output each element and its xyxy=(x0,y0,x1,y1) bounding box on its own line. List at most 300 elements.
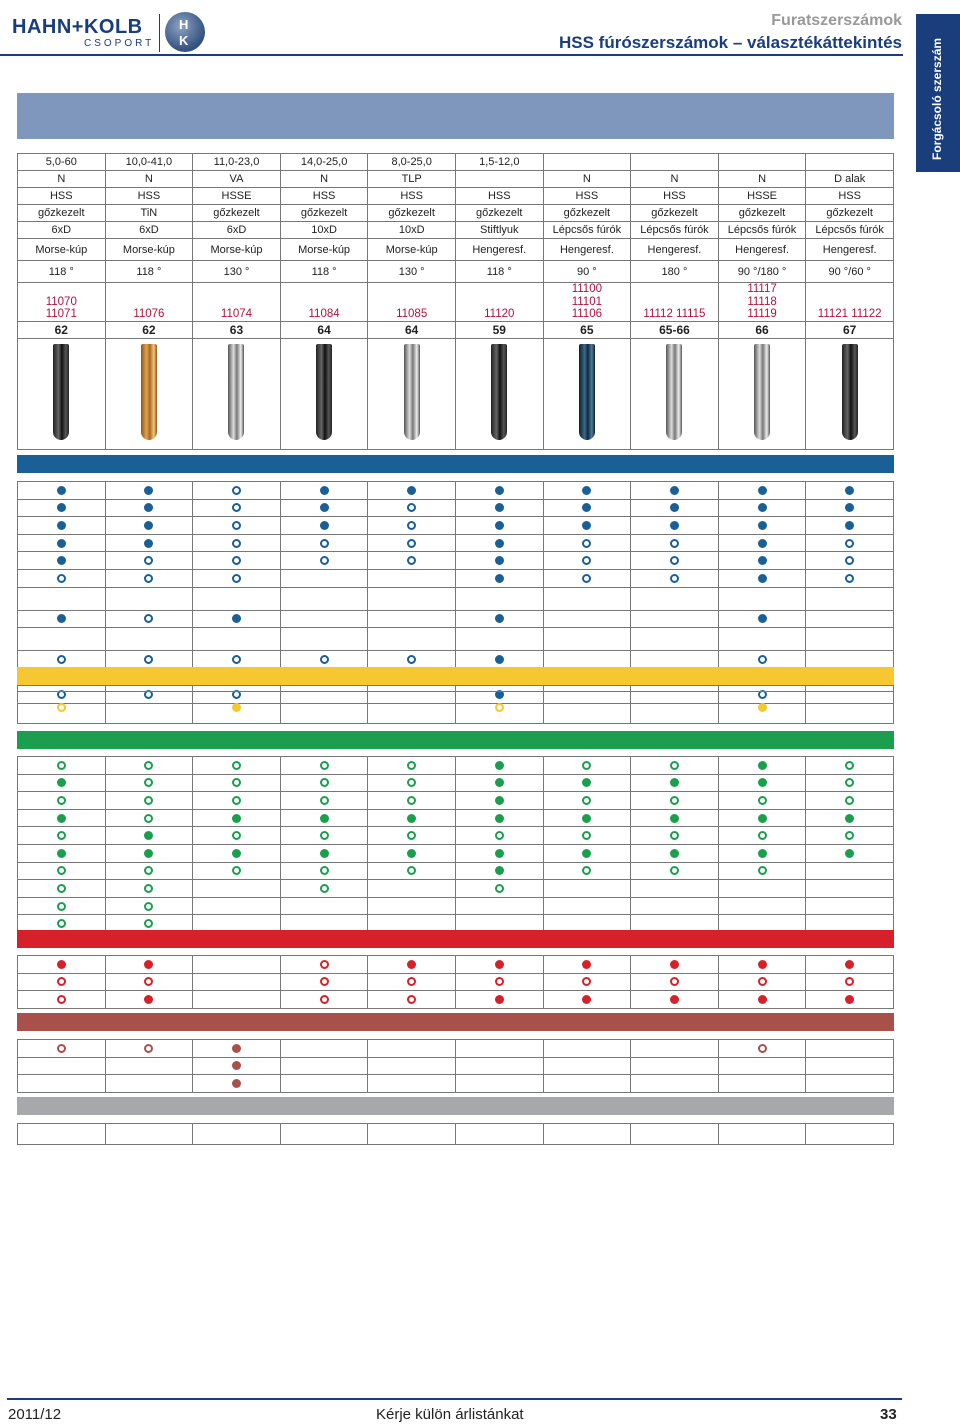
filled-circle-icon xyxy=(144,849,153,858)
filled-circle-icon xyxy=(582,503,591,512)
article-number[interactable]: 11118 xyxy=(747,295,777,308)
suitability-row xyxy=(18,651,894,669)
open-circle-icon xyxy=(407,539,416,548)
suitability-cell xyxy=(280,757,368,775)
suitability-cell xyxy=(193,774,281,792)
cell-articles xyxy=(543,283,631,322)
filled-circle-icon xyxy=(232,1079,241,1088)
open-circle-icon xyxy=(320,778,329,787)
filled-circle-icon xyxy=(57,539,66,548)
cell-type: N xyxy=(543,171,631,188)
suitability-cell xyxy=(455,692,543,724)
suitability-cell xyxy=(631,499,719,517)
open-circle-icon xyxy=(670,539,679,548)
suitability-cell xyxy=(455,569,543,587)
suitability-cell xyxy=(18,587,106,610)
open-circle-icon xyxy=(232,486,241,495)
suitability-cell xyxy=(543,991,631,1009)
suitability-cell xyxy=(806,534,894,552)
filled-circle-icon xyxy=(670,503,679,512)
suitability-cell xyxy=(193,973,281,991)
suitability-cell xyxy=(543,587,631,610)
category-band-gray xyxy=(17,1097,894,1115)
suitability-cell xyxy=(455,862,543,880)
open-circle-icon xyxy=(845,539,854,548)
suitability-row xyxy=(18,827,894,845)
open-circle-icon xyxy=(320,866,329,875)
open-circle-icon xyxy=(582,556,591,565)
cell-page[interactable]: 59 xyxy=(455,321,543,338)
cell-diameter: 14,0-25,0 xyxy=(280,154,368,171)
suitability-cell xyxy=(18,1040,106,1058)
filled-circle-icon xyxy=(582,814,591,823)
filled-circle-icon xyxy=(670,486,679,495)
cell-shank: Morse-kúp xyxy=(18,239,106,261)
suitability-grid-green xyxy=(17,756,894,933)
cell-diameter xyxy=(631,154,719,171)
cell-page[interactable]: 62 xyxy=(105,321,193,338)
suitability-cell xyxy=(280,587,368,610)
side-tab[interactable] xyxy=(916,14,960,172)
suitability-cell xyxy=(280,610,368,628)
suitability-cell xyxy=(193,1040,281,1058)
suitability-cell xyxy=(368,569,456,587)
suitability-cell xyxy=(368,809,456,827)
suitability-cell xyxy=(280,692,368,724)
cell-length: Lépcsős fúrók xyxy=(631,222,719,239)
footer-note: Kérje külön árlistánkat xyxy=(376,1406,524,1423)
suitability-cell xyxy=(193,552,281,570)
filled-circle-icon xyxy=(495,796,504,805)
suitability-cell xyxy=(368,517,456,535)
filled-circle-icon xyxy=(845,960,854,969)
suitability-cell xyxy=(543,956,631,974)
open-circle-icon xyxy=(495,884,504,893)
suitability-cell xyxy=(718,651,806,669)
suitability-cell xyxy=(193,862,281,880)
suitability-cell xyxy=(718,1057,806,1075)
open-circle-icon xyxy=(144,977,153,986)
cell-coating: gőzkezelt xyxy=(806,205,894,222)
filled-circle-icon xyxy=(232,614,241,623)
article-number[interactable]: 11071 xyxy=(45,308,77,320)
cell-articles xyxy=(368,283,456,322)
open-circle-icon xyxy=(670,977,679,986)
suitability-cell xyxy=(543,499,631,517)
open-circle-icon xyxy=(495,831,504,840)
cell-angle: 118 ° xyxy=(18,261,106,283)
open-circle-icon xyxy=(57,919,66,928)
suitability-cell xyxy=(718,757,806,775)
suitability-cell xyxy=(806,1075,894,1093)
suitability-cell xyxy=(455,956,543,974)
suitability-cell xyxy=(18,792,106,810)
open-circle-icon xyxy=(320,539,329,548)
suitability-cell xyxy=(718,973,806,991)
suitability-cell xyxy=(806,1057,894,1075)
open-circle-icon xyxy=(320,995,329,1004)
suitability-cell xyxy=(105,651,193,669)
filled-circle-icon xyxy=(320,814,329,823)
suitability-cell xyxy=(105,973,193,991)
filled-circle-icon xyxy=(845,521,854,530)
article-number[interactable]: 11112 11115 xyxy=(643,308,706,320)
article-number[interactable]: 11106 xyxy=(571,308,602,320)
suitability-cell xyxy=(368,774,456,792)
filled-circle-icon xyxy=(758,995,767,1004)
open-circle-icon xyxy=(232,831,241,840)
suitability-cell xyxy=(631,517,719,535)
suitability-cell xyxy=(18,692,106,724)
row-diameter xyxy=(18,154,894,171)
open-circle-icon xyxy=(144,866,153,875)
suitability-cell xyxy=(280,651,368,669)
cell-page[interactable]: 65 xyxy=(543,321,631,338)
suitability-cell xyxy=(280,534,368,552)
suitability-grid-brown xyxy=(17,1039,894,1093)
suitability-cell xyxy=(105,517,193,535)
suitability-cell xyxy=(455,628,543,651)
suitability-cell xyxy=(718,692,806,724)
article-number[interactable]: 11100 xyxy=(571,283,602,295)
suitability-cell xyxy=(455,973,543,991)
article-number[interactable]: 11121 11122 xyxy=(817,308,882,320)
suitability-cell xyxy=(280,517,368,535)
open-circle-icon xyxy=(232,796,241,805)
cell-type: N xyxy=(718,171,806,188)
suitability-cell xyxy=(718,628,806,651)
brand-name: HAHN+KOLB xyxy=(12,16,143,38)
suitability-cell xyxy=(806,809,894,827)
suitability-cell xyxy=(718,1040,806,1058)
filled-circle-icon xyxy=(407,849,416,858)
cell-type: D alak xyxy=(806,171,894,188)
cell-page[interactable]: 66 xyxy=(718,321,806,338)
suitability-row xyxy=(18,973,894,991)
suitability-cell xyxy=(105,991,193,1009)
filled-circle-icon xyxy=(758,703,767,712)
cell-diameter: 11,0-23,0 xyxy=(193,154,281,171)
suitability-cell xyxy=(18,569,106,587)
suitability-row xyxy=(18,757,894,775)
cell-articles xyxy=(718,283,806,322)
filled-circle-icon xyxy=(845,486,854,495)
row-page xyxy=(18,321,894,338)
suitability-cell xyxy=(18,534,106,552)
cell-length: Stiftlyuk xyxy=(455,222,543,239)
open-circle-icon xyxy=(670,556,679,565)
suitability-cell xyxy=(105,610,193,628)
filled-circle-icon xyxy=(407,960,416,969)
suitability-cell xyxy=(543,973,631,991)
suitability-cell xyxy=(280,897,368,915)
filled-circle-icon xyxy=(758,556,767,565)
suitability-cell xyxy=(631,774,719,792)
suitability-cell xyxy=(105,1075,193,1093)
open-circle-icon xyxy=(758,977,767,986)
cell-material: HSSE xyxy=(193,188,281,205)
cell-coating: gőzkezelt xyxy=(18,205,106,222)
filled-circle-icon xyxy=(144,486,153,495)
suitability-cell xyxy=(543,1075,631,1093)
filled-circle-icon xyxy=(670,995,679,1004)
filled-circle-icon xyxy=(758,849,767,858)
article-number[interactable]: 11076 xyxy=(133,308,165,320)
cell-angle: 118 ° xyxy=(455,261,543,283)
suitability-cell xyxy=(631,534,719,552)
open-circle-icon xyxy=(57,703,66,712)
cell-image xyxy=(193,338,281,449)
cell-page[interactable]: 64 xyxy=(368,321,456,338)
cell-image xyxy=(18,338,106,449)
cell-angle: 130 ° xyxy=(193,261,281,283)
suitability-cell xyxy=(368,757,456,775)
filled-circle-icon xyxy=(495,866,504,875)
page-number: 33 xyxy=(880,1406,897,1423)
suitability-row xyxy=(18,1075,894,1093)
cell-length: 6xD xyxy=(105,222,193,239)
cell-type: N xyxy=(18,171,106,188)
suitability-row xyxy=(18,956,894,974)
article-number[interactable]: 11084 xyxy=(308,308,340,320)
cell-image xyxy=(543,338,631,449)
suitability-cell xyxy=(543,809,631,827)
filled-circle-icon xyxy=(320,849,329,858)
open-circle-icon xyxy=(582,539,591,548)
suitability-cell xyxy=(193,956,281,974)
open-circle-icon xyxy=(845,556,854,565)
suitability-row xyxy=(18,1040,894,1058)
suitability-cell xyxy=(280,774,368,792)
open-circle-icon xyxy=(845,977,854,986)
suitability-cell xyxy=(718,880,806,898)
suitability-cell xyxy=(543,792,631,810)
suitability-cell xyxy=(105,482,193,500)
open-circle-icon xyxy=(57,796,66,805)
cell-page[interactable]: 63 xyxy=(193,321,281,338)
cell-page[interactable]: 67 xyxy=(806,321,894,338)
filled-circle-icon xyxy=(495,574,504,583)
suitability-cell xyxy=(806,569,894,587)
suitability-cell xyxy=(193,569,281,587)
cell-angle: 118 ° xyxy=(280,261,368,283)
open-circle-icon xyxy=(670,796,679,805)
brand-subtitle: CSOPORT xyxy=(84,38,155,49)
open-circle-icon xyxy=(232,761,241,770)
drill-bit-image xyxy=(754,344,770,440)
suitability-cell xyxy=(105,956,193,974)
suitability-cell xyxy=(18,757,106,775)
suitability-cell xyxy=(631,1057,719,1075)
filled-circle-icon xyxy=(495,960,504,969)
suitability-cell xyxy=(368,482,456,500)
cell-angle: 90 °/180 ° xyxy=(718,261,806,283)
logo-divider xyxy=(159,14,160,52)
cell-shank: Morse-kúp xyxy=(368,239,456,261)
filled-circle-icon xyxy=(144,503,153,512)
suitability-row xyxy=(18,862,894,880)
open-circle-icon xyxy=(57,831,66,840)
suitability-cell xyxy=(368,897,456,915)
suitability-cell xyxy=(806,692,894,724)
suitability-cell xyxy=(455,1124,543,1145)
cell-material: HSSE xyxy=(718,188,806,205)
suitability-cell xyxy=(18,809,106,827)
filled-circle-icon xyxy=(758,614,767,623)
cell-page[interactable]: 65-66 xyxy=(631,321,719,338)
drill-bit-image xyxy=(228,344,244,440)
suitability-cell xyxy=(806,862,894,880)
suitability-cell xyxy=(18,482,106,500)
open-circle-icon xyxy=(670,574,679,583)
suitability-cell xyxy=(193,880,281,898)
article-number[interactable]: 11120 xyxy=(484,308,515,320)
filled-circle-icon xyxy=(232,849,241,858)
suitability-cell xyxy=(105,534,193,552)
cell-page[interactable]: 62 xyxy=(18,321,106,338)
open-circle-icon xyxy=(57,1044,66,1053)
row-shank xyxy=(18,239,894,261)
open-circle-icon xyxy=(582,977,591,986)
suitability-row xyxy=(18,809,894,827)
suitability-cell xyxy=(105,1057,193,1075)
cell-coating: gőzkezelt xyxy=(718,205,806,222)
suitability-cell xyxy=(18,991,106,1009)
suitability-cell xyxy=(193,499,281,517)
open-circle-icon xyxy=(582,831,591,840)
cell-shank: Morse-kúp xyxy=(193,239,281,261)
cell-angle: 90 °/60 ° xyxy=(806,261,894,283)
filled-circle-icon xyxy=(144,539,153,548)
suitability-cell xyxy=(455,897,543,915)
open-circle-icon xyxy=(320,831,329,840)
suitability-row xyxy=(18,1057,894,1075)
filled-circle-icon xyxy=(758,761,767,770)
suitability-cell xyxy=(368,499,456,517)
filled-circle-icon xyxy=(495,521,504,530)
suitability-cell xyxy=(105,692,193,724)
suitability-cell xyxy=(455,1075,543,1093)
filled-circle-icon xyxy=(582,995,591,1004)
filled-circle-icon xyxy=(232,1044,241,1053)
cell-angle: 180 ° xyxy=(631,261,719,283)
cell-length: 10xD xyxy=(280,222,368,239)
suitability-row xyxy=(18,610,894,628)
suitability-cell xyxy=(193,692,281,724)
suitability-cell xyxy=(280,880,368,898)
cell-type: N xyxy=(631,171,719,188)
cell-length: 6xD xyxy=(193,222,281,239)
open-circle-icon xyxy=(232,574,241,583)
suitability-row xyxy=(18,499,894,517)
cell-shank: Hengeresf. xyxy=(718,239,806,261)
suitability-cell xyxy=(455,792,543,810)
header-rule xyxy=(0,54,903,56)
filled-circle-icon xyxy=(144,960,153,969)
cell-type: TLP xyxy=(368,171,456,188)
suitability-cell xyxy=(543,1040,631,1058)
suitability-cell xyxy=(280,809,368,827)
open-circle-icon xyxy=(670,761,679,770)
open-circle-icon xyxy=(232,556,241,565)
article-number[interactable]: 11070 xyxy=(45,295,77,308)
open-circle-icon xyxy=(407,977,416,986)
article-number[interactable]: 11074 xyxy=(220,308,253,320)
drill-bit-image xyxy=(842,344,858,440)
filled-circle-icon xyxy=(320,521,329,530)
suitability-cell xyxy=(631,1124,719,1145)
suitability-cell xyxy=(806,552,894,570)
cell-shank: Morse-kúp xyxy=(105,239,193,261)
filled-circle-icon xyxy=(57,814,66,823)
suitability-cell xyxy=(455,610,543,628)
article-number[interactable]: 11119 xyxy=(747,308,777,320)
open-circle-icon xyxy=(845,778,854,787)
suitability-cell xyxy=(631,569,719,587)
open-circle-icon xyxy=(144,778,153,787)
open-circle-icon xyxy=(320,796,329,805)
suitability-cell xyxy=(280,973,368,991)
suitability-cell xyxy=(631,792,719,810)
drill-bit-image xyxy=(53,344,69,440)
suitability-cell xyxy=(193,757,281,775)
cell-material: HSS xyxy=(806,188,894,205)
suitability-cell xyxy=(718,587,806,610)
cell-angle: 118 ° xyxy=(105,261,193,283)
cell-image xyxy=(280,338,368,449)
suitability-cell xyxy=(455,587,543,610)
suitability-cell xyxy=(193,587,281,610)
open-circle-icon xyxy=(57,866,66,875)
suitability-cell xyxy=(193,610,281,628)
suitability-cell xyxy=(631,844,719,862)
filled-circle-icon xyxy=(845,995,854,1004)
suitability-cell xyxy=(455,499,543,517)
suitability-cell xyxy=(18,880,106,898)
suitability-cell xyxy=(631,827,719,845)
suitability-cell xyxy=(718,827,806,845)
open-circle-icon xyxy=(407,796,416,805)
open-circle-icon xyxy=(57,977,66,986)
suitability-cell xyxy=(18,499,106,517)
suitability-cell xyxy=(806,897,894,915)
drill-bit-image xyxy=(579,344,595,440)
suitability-row xyxy=(18,844,894,862)
filled-circle-icon xyxy=(758,503,767,512)
filled-circle-icon xyxy=(495,761,504,770)
filled-circle-icon xyxy=(670,960,679,969)
suitability-cell xyxy=(105,499,193,517)
suitability-grid-yellow xyxy=(17,691,894,724)
cell-page[interactable]: 64 xyxy=(280,321,368,338)
article-number[interactable]: 11085 xyxy=(396,308,428,320)
filled-circle-icon xyxy=(845,814,854,823)
suitability-cell xyxy=(368,956,456,974)
article-number[interactable]: 11117 xyxy=(747,283,777,295)
suitability-cell xyxy=(806,1040,894,1058)
cell-coating: TiN xyxy=(105,205,193,222)
filled-circle-icon xyxy=(758,960,767,969)
cell-coating: gőzkezelt xyxy=(631,205,719,222)
suitability-cell xyxy=(105,897,193,915)
article-number[interactable]: 11101 xyxy=(571,295,602,308)
cell-diameter xyxy=(806,154,894,171)
suitability-row xyxy=(18,692,894,724)
suitability-cell xyxy=(455,774,543,792)
suitability-cell xyxy=(193,517,281,535)
filled-circle-icon xyxy=(407,814,416,823)
cell-angle: 130 ° xyxy=(368,261,456,283)
